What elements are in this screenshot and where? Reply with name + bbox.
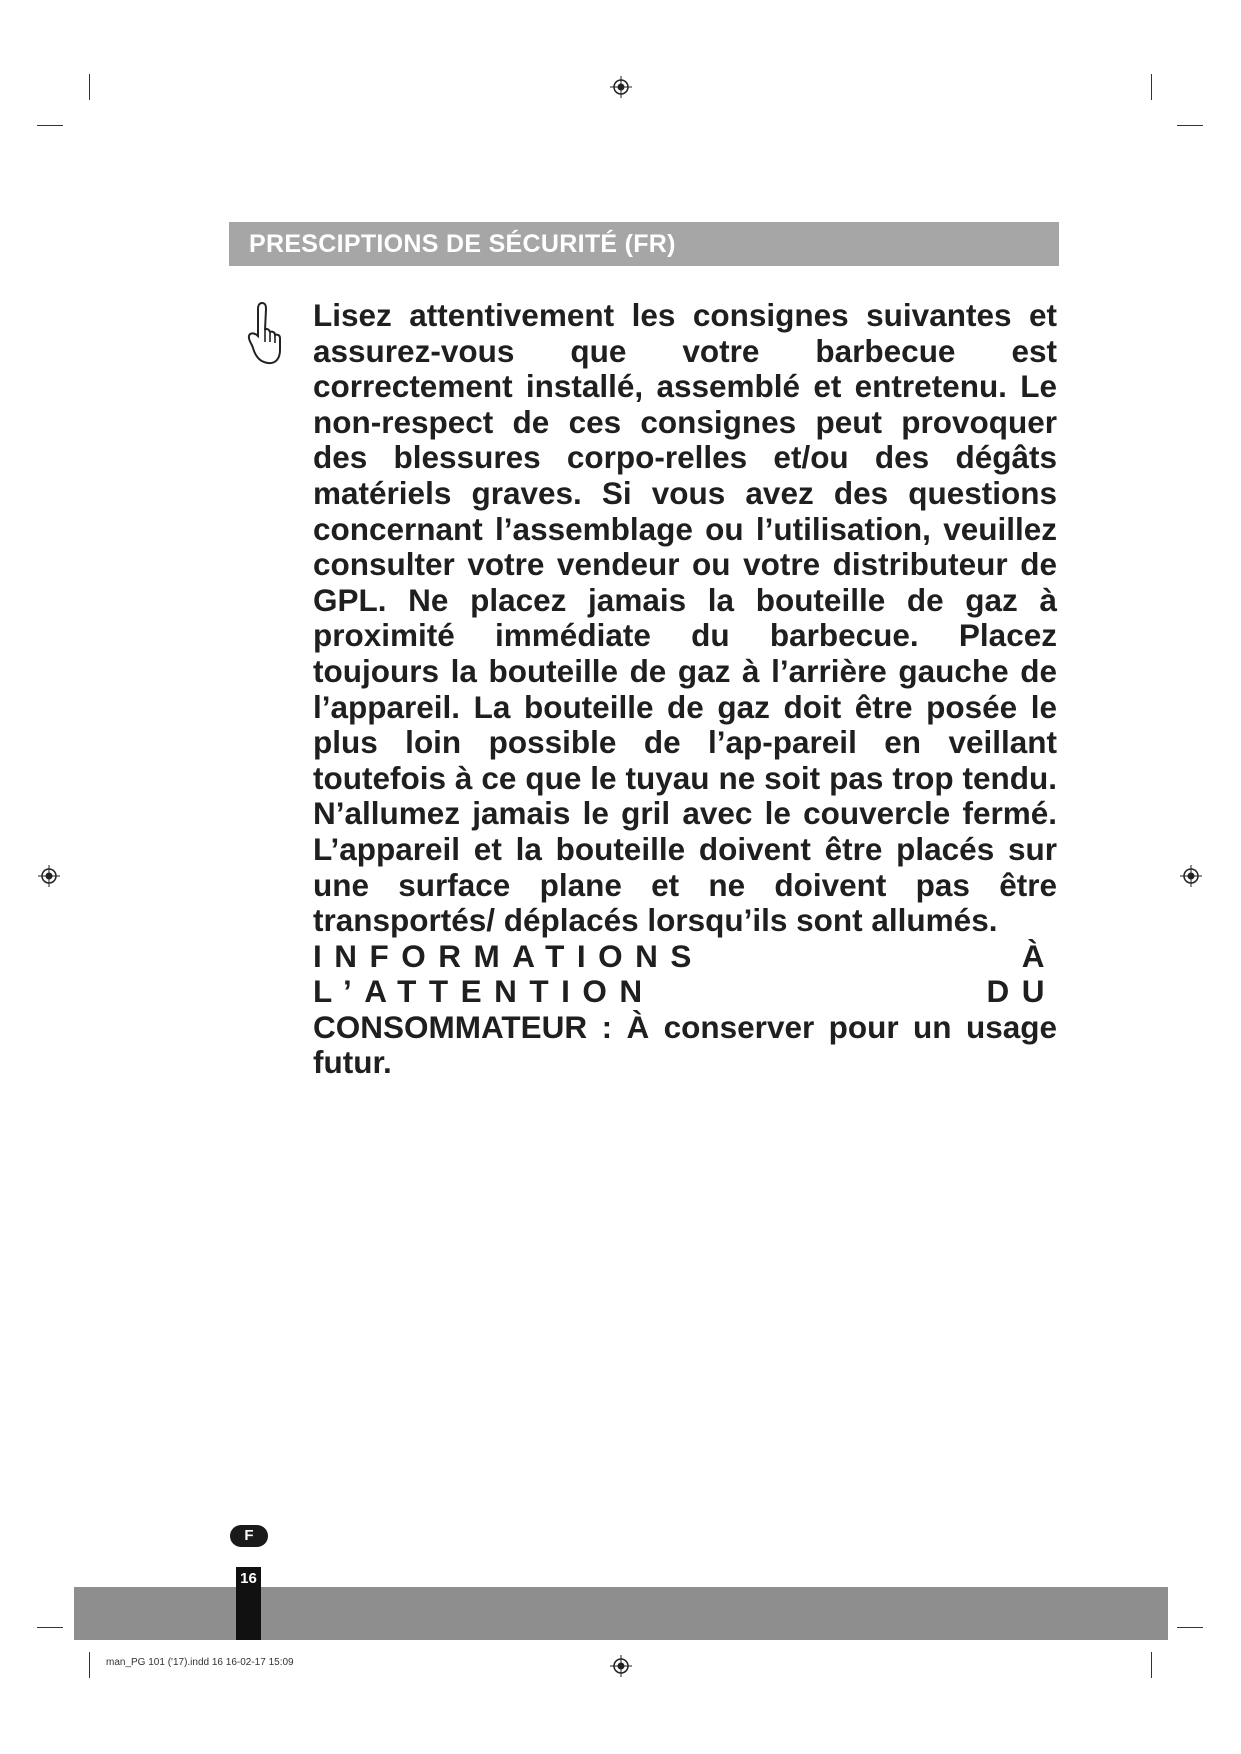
instructions-text: Lisez attentivement les consignes suivantes et assurez-vous que votre barbecue est correctement installé, assemblé et entretenu. Le non-respect de ces consignes peut provoquer des blessures corpo-relles et/ou des dégâts matériels graves. Si vous avez des questions concernant l’assemblage ou l’utilisation, veuillez consulter votre vendeur ou votre distributeur de GPL. Ne placez jamais la bouteille de gaz à proximité immédiate du barbecue. Placez toujours la bouteille de gaz à l’arrière gauche de l’appareil. La bouteille de gaz doit être posée le plus loin possible de l’ap-pareil en veillant toutefois à ce que le tuyau ne soit pas trop tendu. N’allumez jamais le gril avec le couvercle fermé. L’appareil et la bouteille doivent être placés sur une surface plane et ne doivent pas être transportés/ déplacés lorsqu’ils sont allumés. [313,297,1057,939]
crop-mark-top-left [89,74,90,100]
language-badge: F [230,1525,268,1547]
crop-mark-bottom-left [89,1652,90,1678]
crop-mark-top-left-h [37,125,63,126]
page-number: 16 [240,1570,257,1587]
registration-mark-icon [610,76,632,98]
section-title: PRESCIPTIONS DE SÉCURITÉ (FR) [229,222,1059,266]
safety-instructions [313,298,1057,1081]
crop-mark-top-right-h [1177,125,1203,126]
crop-mark-bottom-right [1151,1652,1152,1678]
crop-mark-top-right [1151,74,1152,100]
notice-text: CONSOMMATEUR : À conserver pour un usage futur. [313,1008,1057,1081]
registration-mark-icon [38,865,60,887]
registration-mark-icon [1180,865,1202,887]
crop-mark-bottom-left-h [37,1627,63,1628]
registration-mark-icon [610,1655,632,1677]
notice-heading: INFORMATIONS À L’ATTENTION DU [313,937,1057,1010]
pointing-finger-warning-icon [244,300,284,368]
crop-mark-bottom-right-h [1177,1627,1203,1628]
print-slug: man_PG 101 ('17).indd 16 16-02-17 15:09 [106,1657,294,1668]
